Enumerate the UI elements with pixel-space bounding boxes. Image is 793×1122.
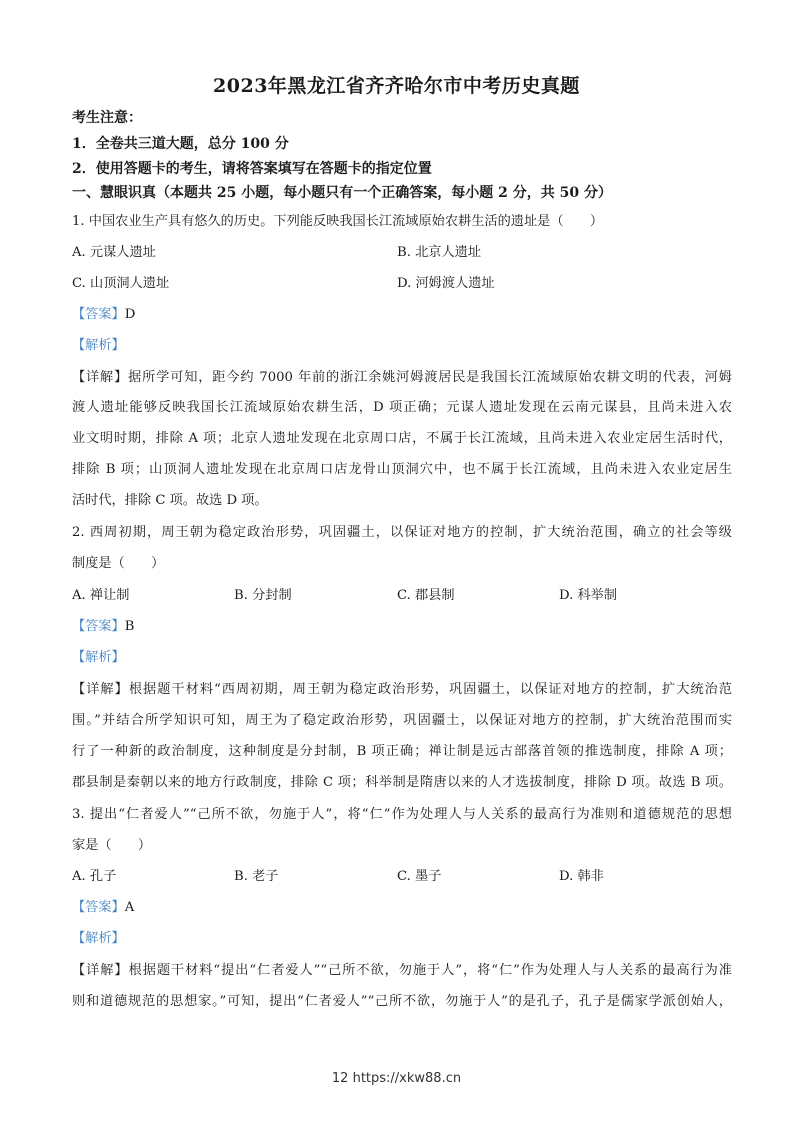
- notice-item-1: 1．全卷共三道大题，总分 100 分: [72, 136, 289, 152]
- page-title: 2023年黑龙江省齐齐哈尔市中考历史真题: [213, 75, 580, 97]
- question-2-option-a: A. 禅让制: [72, 588, 130, 603]
- question-3-option-d: D. 韩非: [559, 869, 604, 884]
- question-3-option-a: A. 孔子: [72, 869, 117, 884]
- question-1-option-c: C. 山顶洞人遗址: [72, 276, 170, 291]
- question-1-option-d: D. 河姆渡人遗址: [397, 276, 495, 291]
- question-2-stem-line-2: 制度是（ ）: [72, 556, 165, 571]
- question-2-detail-line-1: 【详解】根据题干材料“西周初期，周王朝为稳定政治形势，巩固疆土，以保证对地方的控制，扩大统治范: [72, 682, 732, 697]
- question-1-answer: [72, 303, 732, 322]
- question-2-analysis-tag: 【解析】: [72, 650, 125, 665]
- question-1-stem: 1. 中国农业生产具有悠久的历史。下列能反映我国长江流域原始农耕生活的遗址是（ ）: [72, 214, 604, 229]
- page-footer: 12 https://xkw88.cn: [331, 1071, 462, 1086]
- question-1-detail-line-5: 活时代，排除 C 项。故选 D 项。: [72, 493, 268, 508]
- question-1-analysis-tag: 【解析】: [72, 338, 125, 353]
- question-2-answer: [72, 615, 732, 634]
- answer-value: D: [124, 307, 136, 322]
- question-2-option-b: B. 分封制: [234, 588, 292, 603]
- notice-item-2: 2．使用答题卡的考生，请将答案填写在答题卡的指定位置: [72, 161, 432, 177]
- question-1-detail-line-4: 排除 B 项；山顶洞人遗址发现在北京周口店龙骨山顶洞穴中，也不属于长江流域，且尚未进入农业定居生: [72, 462, 732, 477]
- question-3-stem-line-2: 家是（ ）: [72, 838, 152, 853]
- notice-heading: 考生注意：: [72, 110, 142, 126]
- question-2-detail-line-4: 郡县制是秦朝以来的地方行政制度，排除 C 项；科举制是隋唐以来的人才选拔制度，排除 D 项。故选 B 项。: [72, 775, 732, 790]
- question-2-detail-line-3: 行了一种新的政治制度，这种制度是分封制，B 项正确；禅让制是远古部落首领的推选制度，排除 A 项；: [72, 744, 732, 759]
- question-1-option-b: B. 北京人遗址: [397, 245, 482, 260]
- detail-tag: 【详解】: [72, 370, 129, 385]
- answer-tag: 【答案】: [72, 900, 125, 915]
- question-3-detail-line-2: 则和道德规范的思想家。”可知，提出“仁者爱人”“己所不欲，勿施于人”的是孔子，孔子是儒家学派创始人，: [72, 994, 732, 1009]
- question-3-option-c: C. 墨子: [397, 869, 442, 884]
- answer-value: A: [124, 900, 135, 915]
- question-1-detail-line-3: 业文明时期，排除 A 项；北京人遗址发现在北京周口店，不属于长江流域，且尚未进入农业定居生活时代，: [72, 431, 732, 446]
- section-heading: 一、慧眼识真（本题共 25 小题，每小题只有一个正确答案，每小题 2 分，共 50 分）: [72, 185, 612, 201]
- question-3-answer: [72, 896, 732, 915]
- question-2-option-d: D. 科举制: [559, 588, 618, 603]
- question-3-option-b: B. 老子: [234, 869, 279, 884]
- question-1-option-a: A. 元谋人遗址: [72, 245, 156, 260]
- answer-tag: 【答案】: [72, 307, 125, 322]
- question-2-stem-line-1: 2. 西周初期，周王朝为稳定政治形势，巩固疆土，以保证对地方的控制，扩大统治范围，确立的社会等级: [72, 525, 732, 540]
- question-1-detail-line-1: 【详解】据所学可知，距今约 7000 年前的浙江余姚河姆渡居民是我国长江流域原始农耕文明的代表，河姆: [72, 370, 732, 385]
- detail-tag: 【详解】: [72, 963, 129, 978]
- answer-value: B: [124, 619, 135, 634]
- question-1-detail-line-2: 渡人遗址能够反映我国长江流域原始农耕生活，D 项正确；元谋人遗址发现在云南元谋县，且尚未进入农: [72, 400, 732, 415]
- answer-tag: 【答案】: [72, 619, 125, 634]
- question-2-detail-line-2: 围。”并结合所学知识可知，周王为了稳定政治形势，巩固疆土，以保证对地方的控制，扩大统治范围而实: [72, 713, 732, 728]
- question-3-analysis-tag: 【解析】: [72, 931, 125, 946]
- question-3-stem-line-1: 3. 提出“仁者爱人”“己所不欲，勿施于人”，将“仁”作为处理人与人关系的最高行为准则和道德规范的思想: [72, 807, 732, 822]
- question-2-option-c: C. 郡县制: [397, 588, 455, 603]
- detail-tag: 【详解】: [72, 682, 129, 697]
- question-3-detail-line-1: 【详解】根据题干材料“提出“仁者爱人”“己所不欲，勿施于人”，将“仁”作为处理人与人关系的最高行为准: [72, 963, 732, 978]
